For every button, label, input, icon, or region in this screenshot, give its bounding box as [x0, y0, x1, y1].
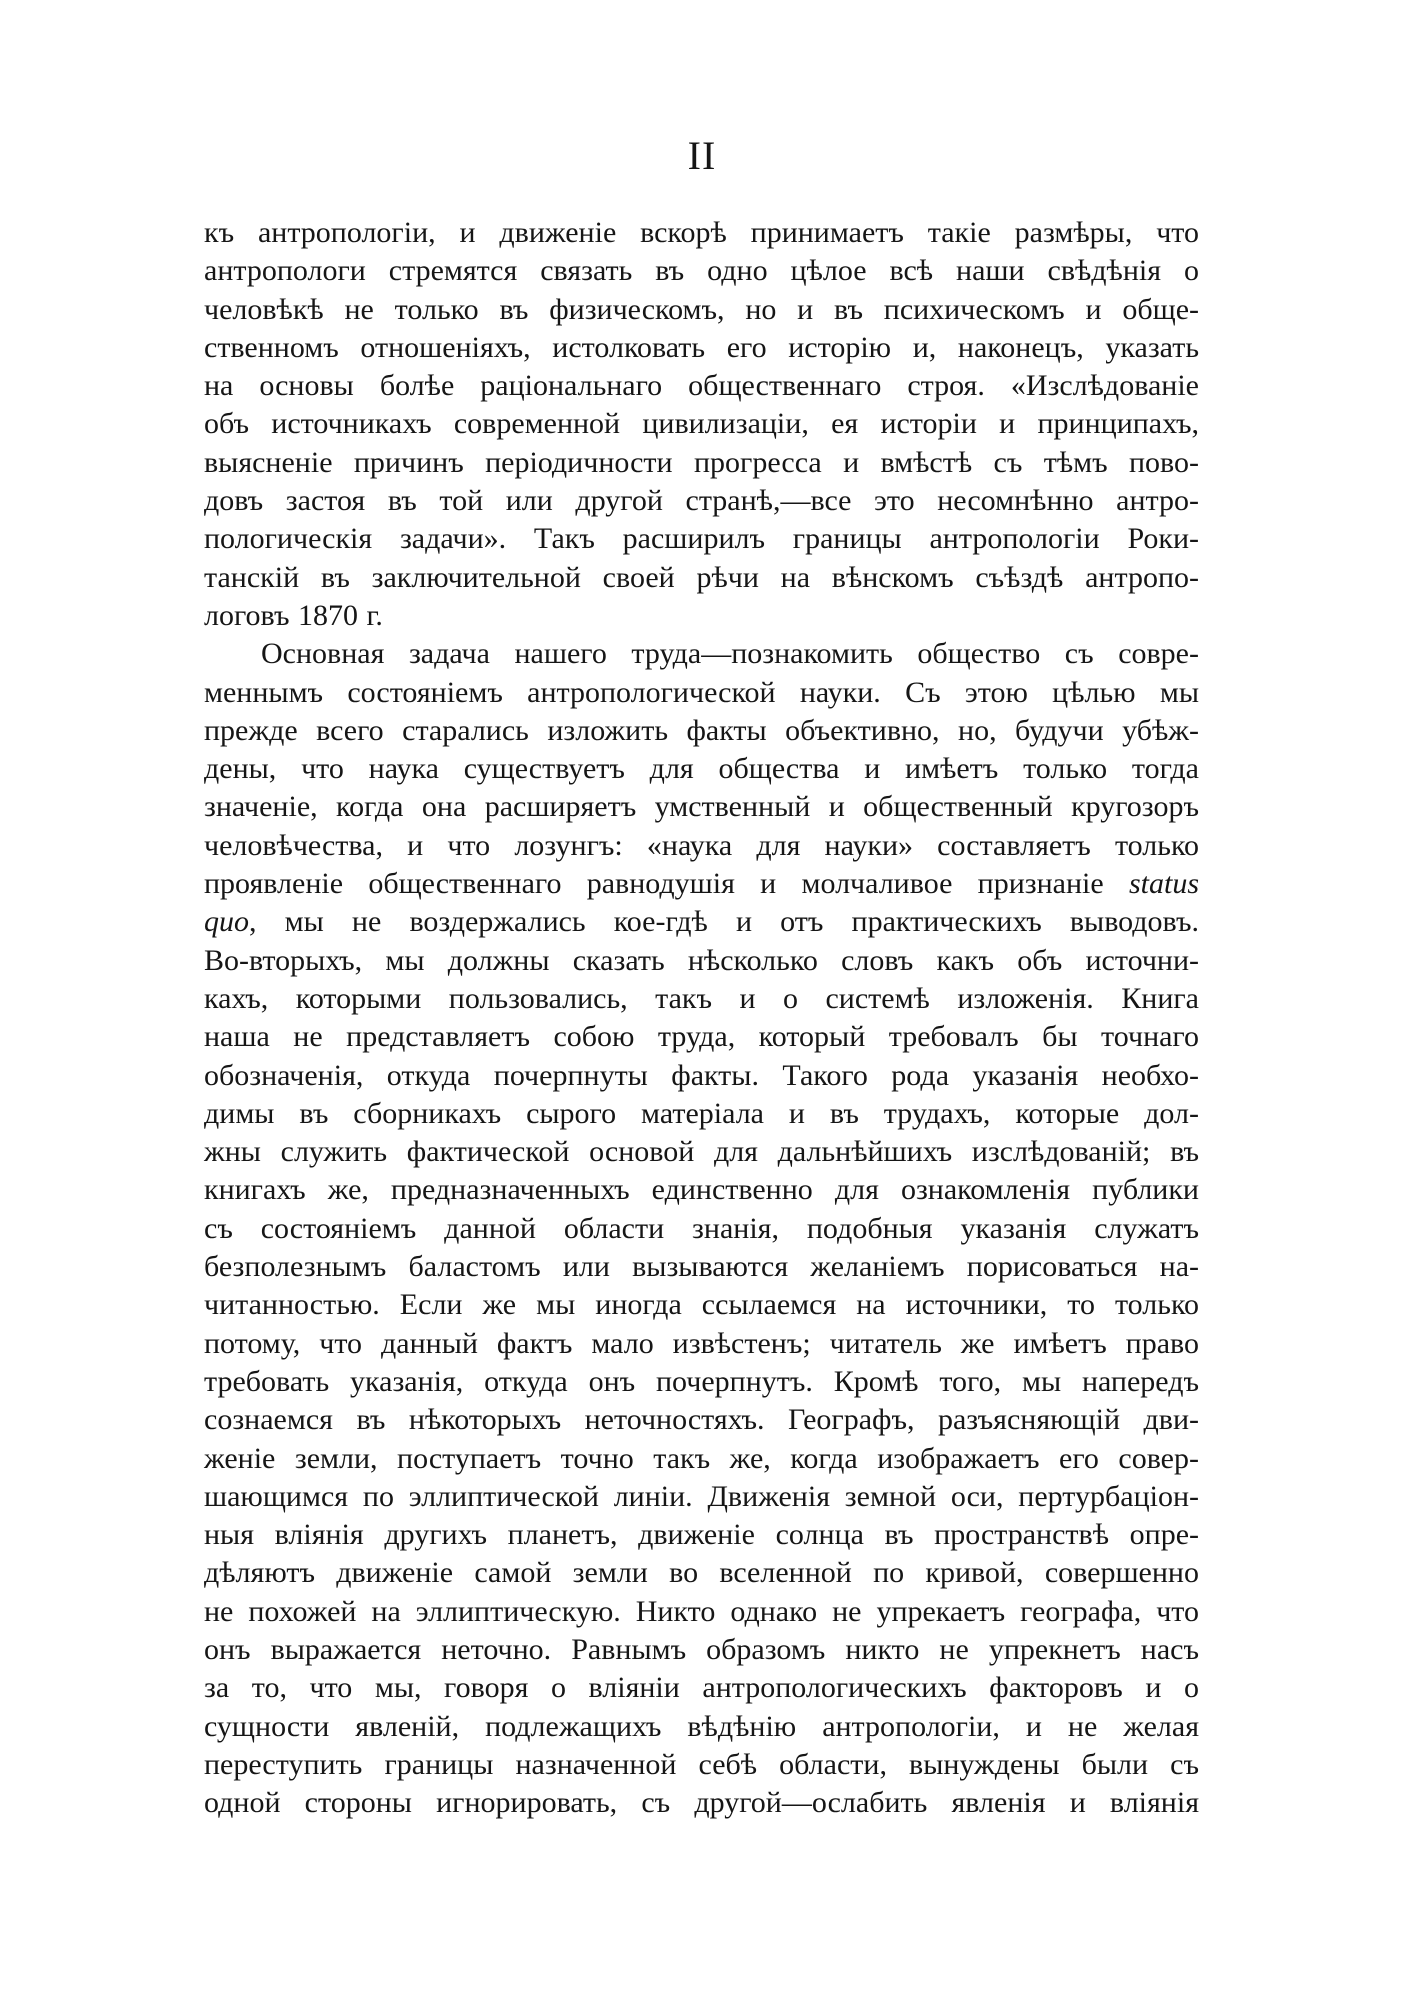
text-line: ныя вліянія другихъ планетъ, движеніе солнца въ пространствѣ опре-: [204, 1518, 1199, 1552]
text-line: шающимся по эллиптической линіи. Движенія земной оси, пертурбаціон-: [204, 1479, 1199, 1513]
paragraph: [204, 635, 1199, 1822]
text-line: женіе земли, поступаетъ точно такъ же, когда изображаетъ его совер-: [204, 1441, 1199, 1475]
text-segment: , мы не воздержались кое-гдѣ и отъ практическихъ выводовъ.: [249, 905, 1199, 939]
text-line: объ источникахъ современной цивилизаціи, ея исторіи и принципахъ,: [204, 407, 1199, 441]
text-line: прежде всего старались изложить факты объективно, но, будучи убѣж-: [204, 713, 1199, 747]
text-line: къ антропологіи, и движеніе вскорѣ принимаетъ такіе размѣры, что: [204, 216, 1199, 249]
text-line: сознаемся въ нѣкоторыхъ неточностяхъ. Географъ, разъясняющій дви-: [204, 1403, 1199, 1437]
text-line: [204, 865, 1199, 903]
text-line: на основы болѣе раціональнаго общественнаго строя. «Изслѣдованіе: [204, 369, 1199, 403]
text-segment: проявленіе общественнаго равнодушія и молчаливое признаніе: [204, 867, 1104, 901]
text-line: потому, что данный фактъ мало извѣстенъ; читатель же имѣетъ право: [204, 1326, 1199, 1360]
text-line: димы въ сборникахъ сырого матеріала и въ трудахъ, которые дол-: [204, 1096, 1199, 1130]
text-line: книгахъ же, предназначенныхъ единственно для ознакомленія публики: [204, 1173, 1199, 1207]
paragraph-continued: [204, 214, 1199, 635]
text-line: за то, что мы, говоря о вліяніи антропологическихъ факторовъ и о: [204, 1671, 1199, 1705]
text-line: человѣчества, и что лозунгъ: «наука для науки» составляетъ только: [204, 828, 1199, 862]
text-line: читанностью. Если же мы иногда ссылаемся на источники, то только: [204, 1288, 1199, 1322]
body-text: [204, 214, 1199, 1822]
text-line: Во-вторыхъ, мы должны сказать нѣсколько словъ какъ объ источни-: [204, 943, 1199, 977]
italic-term: status: [1128, 867, 1200, 901]
text-line: съ состояніемъ данной области знанія, подобныя указанія служатъ: [204, 1211, 1199, 1245]
text-line: переступить границы назначенной себѣ области, вынуждены были съ: [204, 1747, 1199, 1781]
italic-term: quo: [204, 905, 249, 939]
text-line: дѣляютъ движеніе самой земли во вселенной по кривой, совершенно: [204, 1556, 1199, 1590]
text-line: ственномъ отношеніяхъ, истолковать его исторію и, наконецъ, указать: [204, 330, 1199, 364]
text-line: антропологи стремятся связать въ одно цѣлое всѣ наши свѣдѣнія о: [204, 254, 1199, 288]
text-line: сущности явленій, подлежащихъ вѣдѣнію антропологіи, и не желая: [204, 1709, 1199, 1743]
text-line: значеніе, когда она расширяетъ умственный и общественный кругозоръ: [204, 790, 1199, 824]
text-line: человѣкѣ не только въ физическомъ, но и въ психическомъ и обще-: [204, 292, 1199, 326]
text-line: меннымъ состояніемъ антропологической науки. Съ этою цѣлью мы: [204, 675, 1199, 709]
page-number: II: [687, 133, 717, 178]
text-line: одной стороны игнорировать, съ другой—ослабить явленія и вліянія: [204, 1786, 1199, 1820]
text-line-first: Основная задача нашего труда—познакомить общество съ совре-: [261, 637, 1199, 671]
text-line: безполезнымъ баластомъ или вызываются желаніемъ порисоваться на-: [204, 1250, 1199, 1284]
text-line: не похожей на эллиптическую. Никто однако не упрекаетъ географа, что: [204, 1594, 1199, 1628]
text-line: танскій въ заключительной своей рѣчи на вѣнскомъ съѣздѣ антропо-: [204, 560, 1199, 594]
text-line: жны служить фактической основой для дальнѣйшихъ изслѣдованій; въ: [204, 1135, 1199, 1169]
text-line: выясненіе причинъ періодичности прогресса и вмѣстѣ съ тѣмъ пово-: [204, 445, 1199, 479]
text-line: требовать указанія, откуда онъ почерпнутъ. Кромѣ того, мы напередъ: [204, 1364, 1199, 1398]
text-line: дены, что наука существуетъ для общества и имѣетъ только тогда: [204, 752, 1199, 786]
text-line: наша не представляетъ собою труда, который требовалъ бы точнаго: [204, 1020, 1199, 1054]
text-line: кахъ, которыми пользовались, такъ и о системѣ изложенія. Книга: [204, 981, 1199, 1015]
text-line: онъ выражается неточно. Равнымъ образомъ никто не упрекнетъ насъ: [204, 1632, 1199, 1666]
text-line: обозначенія, откуда почерпнуты факты. Такого рода указанія необхо-: [204, 1058, 1199, 1092]
text-line-last: логовъ 1870 г.: [204, 598, 383, 632]
text-line: пологическія задачи». Такъ расширилъ границы антропологіи Роки-: [204, 522, 1199, 556]
text-line: [204, 903, 1199, 941]
text-line: довъ застоя въ той или другой странѣ,—все это несомнѣнно антро-: [204, 484, 1199, 518]
